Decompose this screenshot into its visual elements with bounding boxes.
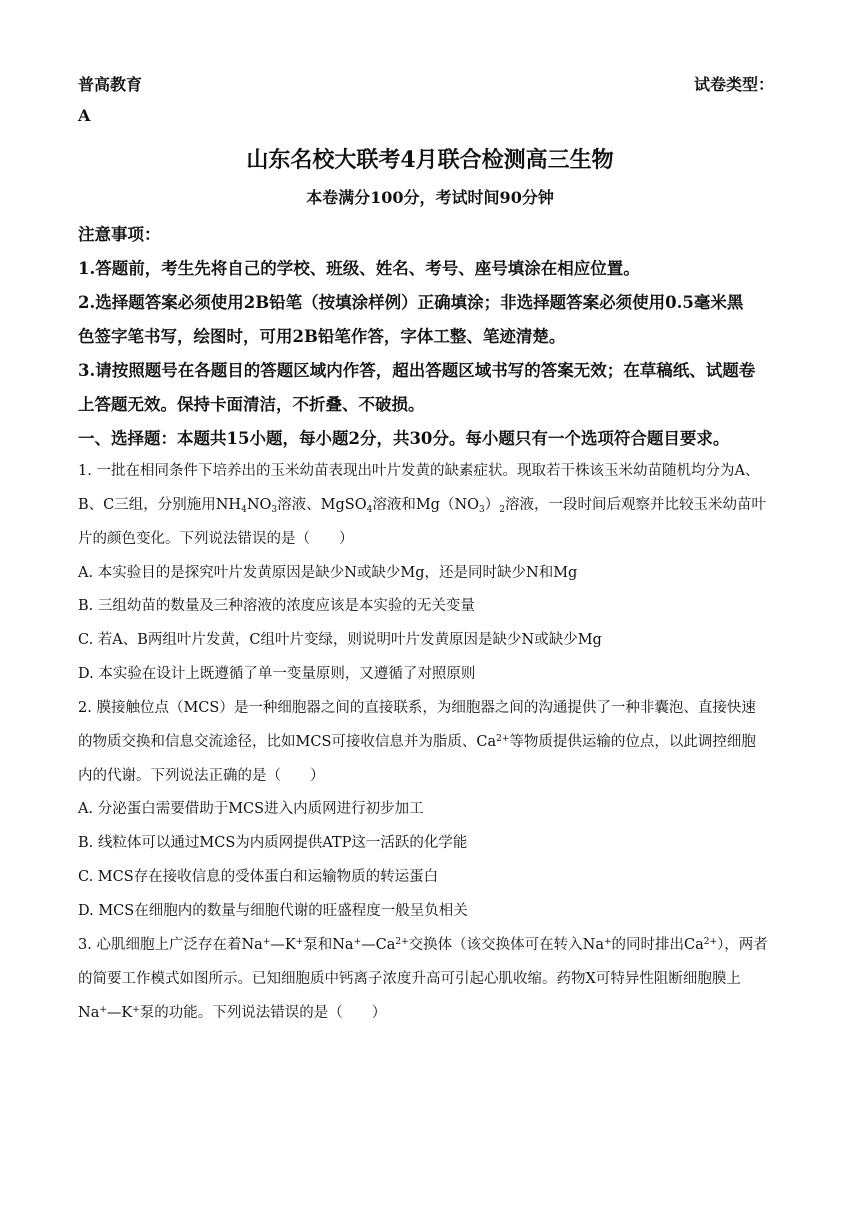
q2-option-b: B. 线粒体可以通过MCS为内质网提供ATP这一活跃的化学能 xyxy=(78,835,468,851)
q2-option-d: D. MCS在细胞内的数量与细胞代谢的旺盛程度一般呈负相关 xyxy=(78,903,468,919)
header-paper-type-value: A xyxy=(78,106,91,125)
q1-option-a: A. 本实验目的是探究叶片发黄原因是缺少N或缺少Mg，还是同时缺少N和Mg xyxy=(78,565,578,581)
q1-option-c: C. 若A、B两组叶片发黄，C组叶片变绿，则说明叶片发黄原因是缺少N或缺少Mg xyxy=(78,632,602,648)
notice-item-2-line-1: 2.选择题答案必须使用2B铅笔（按填涂样例）正确填涂；非选择题答案必须使用0.5毫米黑 xyxy=(78,293,744,312)
q2-stem-line-2: 的物质交换和信息交流途径，比如MCS可接收信息并为脂质、$Ca^{2+}$等物质提供运输的位点，以此调控细胞 xyxy=(78,734,756,750)
q3-stem-line-1: 3. 心肌细胞上广泛存在着Na+—K+泵和$Na^+—Ca^{2+}$交换体（该交换体可在转入Na+的同时排出$Ca^{2+}$），两者 xyxy=(78,937,768,953)
q3-stem-line-2: 的简要工作模式如图所示。已知细胞质中钙离子浓度升高可引起心肌收缩。药物X可特异性阻断细胞膜上 xyxy=(78,971,741,987)
notice-heading: 注意事项： xyxy=(78,225,161,244)
q1-option-b: B. 三组幼苗的数量及三种溶液的浓度应该是本实验的无关变量 xyxy=(78,598,475,614)
q2-stem-line-3: 内的代谢。下列说法正确的是（ ） xyxy=(78,768,325,784)
notice-item-1: 1.答题前，考生先将自己的学校、班级、姓名、考号、座号填涂在相应位置。 xyxy=(78,259,640,278)
q1-stem-line-1: 1. 一批在相同条件下培养出的玉米幼苗表现出叶片发黄的缺素症状。现取若干株该玉米幼苗随机均分为A、 xyxy=(78,463,760,479)
q3-stem-line-3: Na+—K+泵的功能。下列说法错误的是（ ） xyxy=(78,1005,387,1021)
q1-stem-line-3: 片的颜色变化。下列说法错误的是（ ） xyxy=(78,531,354,547)
page-title: 山东名校大联考4月联合检测高三生物 xyxy=(246,147,614,173)
notice-item-3-line-2: 上答题无效。保持卡面清洁，不折叠、不破损。 xyxy=(78,395,425,414)
q1-stem-line-2: B、C三组，分别施用$NH_4NO_3$溶液、MgSO$_4$溶液和$Mg(NO_3)_2$溶液，一段时间后观察并比较玉米幼苗叶 xyxy=(78,497,767,515)
notice-item-3-line-1: 3.请按照题号在各题目的答题区域内作答，超出答题区域书写的答案无效；在草稿纸、试题卷 xyxy=(78,361,756,380)
q2-option-c: C. MCS存在接收信息的受体蛋白和运输物质的转运蛋白 xyxy=(78,869,439,885)
notice-item-2-line-2: 色签字笔书写，绘图时，可用2B铅笔作答，字体工整、笔迹清楚。 xyxy=(78,327,566,346)
q1-option-d: D. 本实验在设计上既遵循了单一变量原则，又遵循了对照原则 xyxy=(78,666,476,682)
header-paper-type-label: 试卷类型： xyxy=(693,75,774,94)
q2-stem-line-1: 2. 膜接触位点（MCS）是一种细胞器之间的直接联系，为细胞器之间的沟通提供了一种非囊泡、直接快速 xyxy=(78,700,756,716)
header-left: 普高教育 xyxy=(78,75,143,94)
page-subtitle: 本卷满分100分，考试时间90分钟 xyxy=(306,188,554,207)
section-heading: 一、选择题：本题共15小题，每小题2分，共30分。每小题只有一个选项符合题目要求。 xyxy=(78,429,730,448)
q2-option-a: A. 分泌蛋白需要借助于MCS进入内质网进行初步加工 xyxy=(78,801,424,817)
